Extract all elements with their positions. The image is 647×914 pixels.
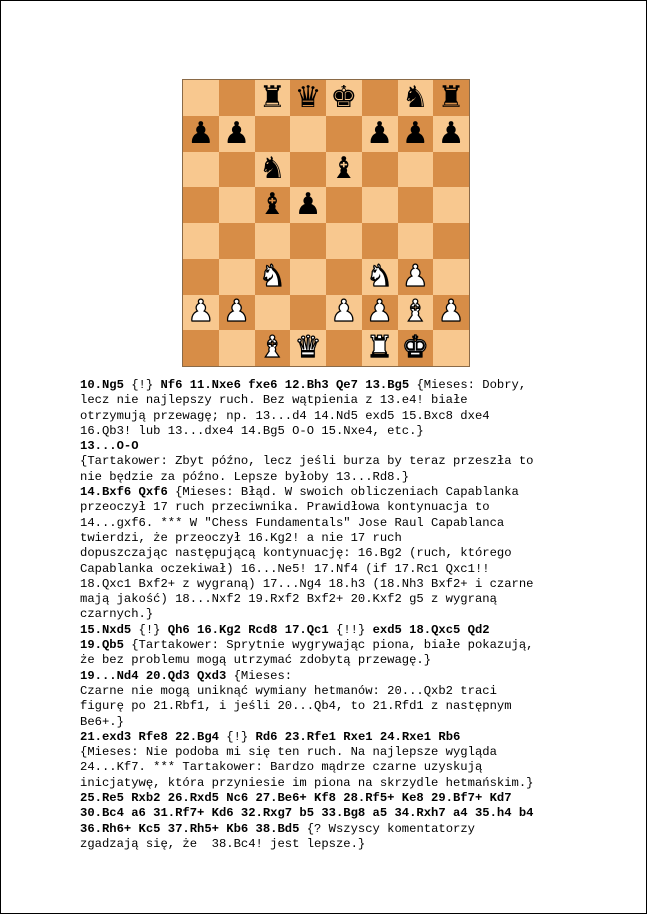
comment-text: że bez problemu mogą utrzymać zdobytą przewagę.} [80,653,432,668]
black-pawn-icon: ♟ [437,115,465,151]
square-a6 [183,152,219,188]
text-line [80,699,580,714]
text-line [80,546,580,561]
square-d2 [290,295,326,331]
text-line [80,439,580,454]
move-text: 13...O-O [80,439,139,454]
text-line [80,623,580,638]
white-knight-icon: ♞ [366,258,394,294]
comment-text: inicjatywę, która przyniesie im piona na skrzydle hetmańskim.} [80,775,534,790]
comment-text: zgadzają się, że 38.Bc4! jest lepsze.} [80,836,366,851]
square-h6 [433,152,469,188]
text-line [80,500,580,515]
black-rook-icon: ♜ [258,80,286,115]
text-line [80,730,580,745]
text-line [80,822,580,837]
square-b8 [219,80,255,116]
square-b7 [219,116,255,152]
black-rook-icon: ♜ [437,80,465,115]
text-line [80,715,580,730]
square-a8 [183,80,219,116]
square-b1 [219,330,255,366]
comment-text: nie będzie za późno. Lepsze byłoby 13...Rd8.} [80,469,410,484]
square-h2 [433,295,469,331]
square-g6 [398,152,434,188]
text-line [80,791,580,806]
comment-text: {Mieses: Błąd. W swoich obliczeniach Capablanka [175,485,519,500]
square-e3 [326,259,362,295]
text-line [80,638,580,653]
text-line [80,454,580,469]
square-c4 [255,223,291,259]
comment-text: {Mieses: [233,668,293,683]
move-text: 19...Nd4 20.Qd3 Qxd3 [80,668,234,683]
comment-text: 14...gxf6. *** W "Chess Fundamentals" Jose Raul Capablanca [80,515,505,530]
square-e2 [326,295,362,331]
square-e1 [326,330,362,366]
comment-text: czarnych.} [80,607,154,622]
black-knight-icon: ♞ [258,151,286,187]
square-a1 [183,330,219,366]
square-b6 [219,152,255,188]
square-g4 [398,223,434,259]
square-f5 [362,187,398,223]
text-line [80,562,580,577]
white-bishop-icon: ♝ [401,294,429,330]
move-text: Nf6 11.Nxe6 fxe6 12.Bh3 Qe7 13.Bg5 [160,378,417,392]
text-line [80,393,580,408]
comment-text: 16.Qb3! lub 13...dxe4 14.Bg5 O-O 15.Nxe4, etc.} [80,423,424,438]
text-line [80,470,580,485]
text-line [80,424,580,439]
square-a5 [183,187,219,223]
square-e5 [326,187,362,223]
black-pawn-icon: ♟ [366,115,394,151]
white-pawn-icon: ♟ [330,294,358,330]
square-g2 [398,295,434,331]
comment-text: 24...Kf7. *** Tartakower: Bardzo mądrze czarne uzyskują [80,760,483,775]
square-h7 [433,116,469,152]
text-line [80,760,580,775]
move-text: 25.Re5 Rxb2 26.Rxd5 Nc6 27.Be6+ Kf8 28.Rf5+ Ke8 29.Bf7+ Kd7 [80,791,512,806]
square-f1 [362,330,398,366]
square-d8 [290,80,326,116]
square-c5 [255,187,291,223]
move-text: 10.Ng5 [80,378,132,392]
comment-text: {Mieses: Nie podoba mi się ten ruch. Na najlepsze wygląda [80,745,497,760]
game-annotation-text [80,378,580,852]
square-c6 [255,152,291,188]
comment-text: {!} [138,622,168,637]
white-bishop-icon: ♝ [258,330,286,366]
comment-text: przeoczył 17 ruch przeciwnika. Prawidłowa kontynuacja to [80,500,490,515]
white-pawn-icon: ♟ [187,294,215,330]
black-king-icon: ♚ [330,80,358,115]
square-d7 [290,116,326,152]
text-line [80,776,580,791]
square-c1 [255,330,291,366]
square-d4 [290,223,326,259]
move-text: 36.Rh6+ Kc5 37.Rh5+ Kb6 38.Bd5 [80,821,307,836]
square-d3 [290,259,326,295]
square-c3 [255,259,291,295]
text-line [80,409,580,424]
black-knight-icon: ♞ [401,80,429,115]
square-g1 [398,330,434,366]
square-c2 [255,295,291,331]
square-e6 [326,152,362,188]
comment-text: {? Wszyscy komentatorzy [306,821,475,836]
comment-text: mają jakość) 18...Nxf2 19.Rxf2 Bxf2+ 20.Kxf2 g5 z wygraną [80,592,497,607]
square-b4 [219,223,255,259]
square-h4 [433,223,469,259]
comment-text: {!} [226,729,256,744]
comment-text: twierdzi, że przeoczył 16.Kg2! a nie 17 ruch [80,530,402,545]
square-h1 [433,330,469,366]
comment-text: {Mieses: Dobry, [416,378,527,392]
move-text: Rd6 23.Rfe1 Rxe1 24.Rxe1 Rb6 [255,729,461,744]
move-text: 21.exd3 Rfe8 22.Bg4 [80,729,227,744]
white-pawn-icon: ♟ [437,294,465,330]
comment-text: lecz nie najlepszy ruch. Bez wątpienia z 13.e4! białe [80,393,468,408]
comment-text: dopuszczając następującą kontynuację: 16.Bg2 (ruch, którego [80,546,512,561]
comment-text: Capablanka oczekiwał) 16...Ne5! 17.Nf4 (if 17.Rc1 Qxc1!! [80,561,490,576]
square-b2 [219,295,255,331]
white-queen-icon: ♛ [294,330,322,366]
move-text: 19.Qb5 [80,638,132,653]
square-c8 [255,80,291,116]
square-a7 [183,116,219,152]
move-text: exd5 18.Qxc5 Qd2 [372,622,490,637]
square-f8 [362,80,398,116]
square-a3 [183,259,219,295]
square-e7 [326,116,362,152]
square-g3 [398,259,434,295]
comment-text: otrzymują przewagę; np. 13...d4 14.Nd5 exd5 15.Bxc8 dxe4 [80,408,490,423]
black-bishop-icon: ♝ [330,151,358,187]
white-pawn-icon: ♟ [366,294,394,330]
black-pawn-icon: ♟ [401,115,429,151]
square-f6 [362,152,398,188]
square-g7 [398,116,434,152]
square-h8 [433,80,469,116]
square-h5 [433,187,469,223]
text-line [80,837,580,852]
square-e4 [326,223,362,259]
comment-text: Czarne nie mogą uniknąć wymiany hetmanów: 20...Qxb2 traci [80,683,497,698]
square-d6 [290,152,326,188]
text-line [80,806,580,821]
chess-board-diagram [182,79,470,367]
text-line [80,378,580,393]
comment-text: 18.Qxc1 Bxf2+ z wygraną) 17...Ng4 18.h3 (18.Nh3 Bxf2+ i czarne [80,576,534,591]
black-pawn-icon: ♟ [294,187,322,223]
black-pawn-icon: ♟ [187,115,215,151]
white-rook-icon: ♜ [366,330,394,366]
square-d1 [290,330,326,366]
comment-text: {!!} [336,622,373,637]
text-line [80,669,580,684]
square-g8 [398,80,434,116]
black-queen-icon: ♛ [294,80,322,115]
square-f2 [362,295,398,331]
text-line [80,684,580,699]
text-line [80,577,580,592]
square-a4 [183,223,219,259]
square-b5 [219,187,255,223]
white-king-icon: ♚ [401,330,429,366]
square-g5 [398,187,434,223]
black-bishop-icon: ♝ [258,187,286,223]
text-line [80,516,580,531]
comment-text: Be6+.} [80,714,124,729]
comment-text: figurę po 21.Rbf1, i jeśli 20...Qb4, to 21.Rfd1 z następnym [80,699,512,714]
comment-text: {Tartakower: Sprytnie wygrywając piona, białe pokazują, [131,638,534,653]
white-pawn-icon: ♟ [401,258,429,294]
text-line [80,653,580,668]
square-f4 [362,223,398,259]
square-f3 [362,259,398,295]
move-text: Qh6 16.Kg2 Rcd8 17.Qc1 [167,622,336,637]
text-line [80,592,580,607]
square-f7 [362,116,398,152]
square-a2 [183,295,219,331]
white-pawn-icon: ♟ [223,294,251,330]
move-text: 14.Bxf6 Qxf6 [80,485,176,500]
square-h3 [433,259,469,295]
white-knight-icon: ♞ [258,258,286,294]
black-pawn-icon: ♟ [223,115,251,151]
text-line [80,745,580,760]
square-d5 [290,187,326,223]
move-text: 15.Nxd5 [80,622,139,637]
text-line [80,485,580,500]
square-c7 [255,116,291,152]
comment-text: {!} [131,378,161,392]
move-text: 30.Bc4 a6 31.Rf7+ Kd6 32.Rxg7 b5 33.Bg8 a5 34.Rxh7 a4 35.h4 b4 [80,806,534,821]
text-line [80,531,580,546]
text-line [80,607,580,622]
square-e8 [326,80,362,116]
comment-text: {Tartakower: Zbyt późno, lecz jeśli burza by teraz przeszła to [80,454,534,469]
square-b3 [219,259,255,295]
